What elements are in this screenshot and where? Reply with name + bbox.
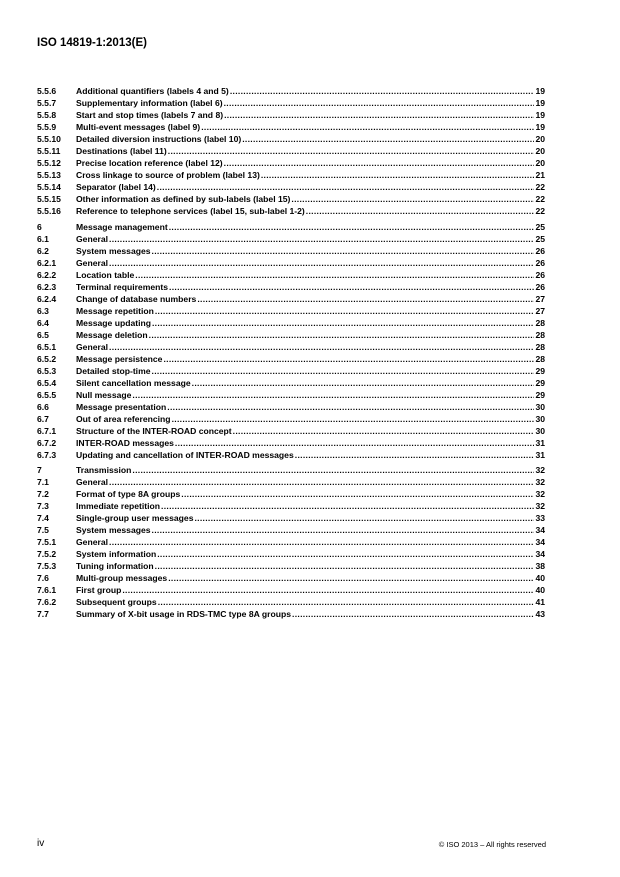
toc-dot-leader [295,450,535,460]
toc-dot-leader [135,270,534,280]
toc-entry-page: 28 [535,341,545,352]
toc-dot-leader [149,330,535,340]
toc-entry[interactable] [37,182,545,194]
toc-entry-number: 6.6 [37,401,49,412]
toc-entry[interactable] [37,390,545,402]
toc-dot-leader [192,378,535,388]
toc-entry-title: Multi-event messages (label 9) [76,122,201,132]
toc-entry-page: 40 [535,585,545,596]
toc-dot-leader [152,246,535,256]
toc-dot-leader [194,513,534,523]
toc-entry-number: 6.5.3 [37,365,57,376]
toc-entry[interactable] [37,597,545,609]
toc-entry-page: 28 [535,329,545,340]
toc-entry-number: 6.2.1 [37,257,57,268]
toc-entry-page: 30 [535,413,545,424]
toc-entry-number: 7.6 [37,573,49,584]
toc-dot-leader [161,501,534,511]
toc-entry-number: 5.5.6 [37,86,57,96]
toc-entry[interactable] [37,354,545,366]
toc-entry-number: 5.5.16 [37,206,61,216]
toc-section [37,86,545,218]
toc-dot-leader [230,86,535,96]
toc-dot-leader [181,489,534,499]
toc-entry-title: General [76,257,109,268]
toc-entry[interactable] [37,426,545,438]
toc-entry-title: Supplementary information (label 6) [76,98,223,108]
toc-entry-page: 25 [535,233,545,244]
toc-entry[interactable] [37,134,545,146]
toc-entry[interactable] [37,501,545,513]
toc-entry[interactable] [37,537,545,549]
toc-entry-title: Separator (label 14) [76,182,156,192]
toc-entry-number: 7.5.1 [37,537,57,548]
toc-entry-page: 41 [535,597,545,608]
toc-entry-title: General [76,233,109,244]
toc-entry-title: Detailed stop-time [76,365,151,376]
toc-entry-number: 6.1 [37,233,49,244]
toc-entry[interactable] [37,330,545,342]
toc-entry-title: Summary of X-bit usage in RDS-TMC type 8A groups [76,609,292,620]
toc-entry-number: 7.6.2 [37,597,57,608]
toc-entry-page: 27 [535,293,545,304]
toc-dot-leader [261,170,535,180]
toc-dot-leader [109,342,534,352]
toc-entry[interactable] [37,170,545,182]
toc-entry-title: General [76,477,109,488]
toc-entry-number: 5.5.11 [37,146,61,156]
toc-entry-title: Precise location reference (label 12) [76,158,223,168]
toc-entry-title: Message management [76,221,168,232]
toc-entry-page: 19 [535,122,545,132]
toc-entry-page: 20 [535,134,545,144]
toc-dot-leader [168,146,535,156]
toc-entry-page: 26 [535,245,545,256]
toc-entry-number: 6.4 [37,317,49,328]
toc-dot-leader [132,390,534,400]
toc-entry-number: 6.5 [37,329,49,340]
toc-entry-number: 6.5.1 [37,341,57,352]
toc-dot-leader [172,414,535,424]
toc-entry-title: Updating and cancellation of INTER-ROAD messages [76,449,294,460]
toc-entry-page: 27 [535,305,545,316]
toc-entry-page: 20 [535,146,545,156]
toc-entry[interactable] [37,234,545,246]
toc-entry-number: 7.3 [37,501,49,512]
toc-dot-leader [157,182,535,192]
toc-entry-title: Message repetition [76,305,154,316]
toc-entry[interactable] [37,549,545,561]
toc-entry-number: 5.5.14 [37,182,61,192]
toc-dot-leader [292,609,534,619]
toc-dot-leader [152,318,534,328]
toc-entry[interactable] [37,258,545,270]
toc-entry-number: 6 [37,221,42,232]
toc-entry-page: 34 [535,537,545,548]
toc-entry-page: 25 [535,221,545,232]
toc-entry-page: 40 [535,573,545,584]
toc-dot-leader [169,282,534,292]
toc-section [37,222,545,462]
toc-entry[interactable] [37,525,545,537]
toc-entry-title: Multi-group messages [76,573,168,584]
toc-dot-leader [122,585,534,595]
toc-entry-page: 30 [535,401,545,412]
toc-entry-title: Null message [76,389,132,400]
toc-entry-number: 5.5.10 [37,134,61,144]
toc-entry-page: 19 [535,98,545,108]
toc-entry-title: Format of type 8A groups [76,489,181,500]
toc-entry-title: Immediate repetition [76,501,161,512]
toc-entry-page: 22 [535,194,545,204]
toc-entry[interactable] [37,342,545,354]
toc-entry[interactable] [37,246,545,258]
toc-entry-number: 6.2.2 [37,269,57,280]
toc-dot-leader [109,537,534,547]
toc-entry[interactable] [37,110,545,122]
toc-entry-page: 31 [535,449,545,460]
toc-entry-page: 26 [535,257,545,268]
toc-entry-page: 22 [535,206,545,216]
toc-entry-page: 29 [535,377,545,388]
toc-entry[interactable] [37,513,545,525]
toc-entry[interactable] [37,585,545,597]
toc-entry[interactable] [37,294,545,306]
toc-entry-page: 29 [535,389,545,400]
toc-entry-title: Detailed diversion instructions (label 10) [76,134,242,144]
toc-entry-page: 26 [535,269,545,280]
toc-entry[interactable] [37,86,545,98]
toc-entry-number: 6.3 [37,305,49,316]
toc-dot-leader [132,465,534,475]
toc-entry[interactable] [37,378,545,390]
toc-entry-title: Reference to telephone services (label 15, sub-label 1-2) [76,206,305,216]
toc-entry-number: 6.5.5 [37,389,57,400]
toc-entry-number: 7.5.2 [37,549,57,560]
toc-entry-title: Change of database numbers [76,293,197,304]
toc-entry-page: 32 [535,489,545,500]
toc-entry-title: Silent cancellation message [76,377,191,388]
toc-dot-leader [109,234,534,244]
toc-entry-title: General [76,537,109,548]
toc-dot-leader [157,549,534,559]
toc-entry[interactable] [37,477,545,489]
toc-entry-number: 5.5.7 [37,98,57,108]
toc-entry-number: 6.7.3 [37,449,57,460]
toc-entry-page: 19 [535,110,545,120]
toc-dot-leader [201,122,534,132]
toc-entry[interactable] [37,366,545,378]
toc-dot-leader [291,194,534,204]
toc-dot-leader [224,158,535,168]
toc-entry-page: 34 [535,549,545,560]
toc-entry-title: Tuning information [76,561,154,572]
toc-entry-page: 28 [535,317,545,328]
toc-entry-title: Message deletion [76,329,148,340]
toc-entry-page: 19 [535,86,545,96]
toc-entry-title: Structure of the INTER-ROAD concept [76,425,232,436]
toc-entry-page: 32 [535,477,545,488]
toc-entry-page: 29 [535,365,545,376]
document-header: ISO 14819-1:2013(E) [37,37,147,49]
toc-entry-number: 5.5.9 [37,122,57,132]
toc-dot-leader [197,294,534,304]
toc-entry-title: Message presentation [76,401,167,412]
toc-entry-number: 5.5.8 [37,110,57,120]
toc-entry-page: 21 [535,170,545,180]
toc-entry[interactable] [37,222,545,234]
toc-entry[interactable] [37,158,545,170]
toc-entry[interactable] [37,146,545,158]
copyright-notice: © ISO 2013 – All rights reserved [438,840,546,849]
toc-entry-page: 22 [535,182,545,192]
toc-entry-number: 7.4 [37,513,49,524]
toc-entry-title: First group [76,585,122,596]
toc-entry-number: 6.2 [37,245,49,256]
toc-entry-number: 6.5.2 [37,353,57,364]
toc-section [37,465,545,621]
toc-entry-title: System information [76,549,157,560]
toc-entry-number: 6.2.3 [37,281,57,292]
toc-entry-number: 6.7 [37,413,49,424]
toc-entry[interactable] [37,402,545,414]
toc-entry-number: 6.7.1 [37,425,57,436]
toc-entry-number: 6.5.4 [37,377,57,388]
toc-entry[interactable] [37,122,545,134]
toc-entry-number: 6.7.2 [37,437,57,448]
toc-entry-number: 7.7 [37,609,49,620]
toc-entry[interactable] [37,282,545,294]
toc-entry-title: System messages [76,525,151,536]
toc-entry-number: 7.5.3 [37,561,57,572]
toc-entry[interactable] [37,609,545,621]
toc-entry-number: 7.6.1 [37,585,57,596]
toc-entry-page: 31 [535,437,545,448]
table-of-contents [37,86,545,625]
toc-entry[interactable] [37,465,545,477]
toc-dot-leader [152,525,535,535]
toc-entry-title: Other information as defined by sub-labels (label 15) [76,194,291,204]
toc-entry-title: Transmission [76,465,132,476]
toc-entry-title: Message updating [76,317,151,328]
toc-entry-number: 7.5 [37,525,49,536]
toc-entry-page: 28 [535,353,545,364]
toc-entry-title: Additional quantifiers (labels 4 and 5) [76,86,229,96]
toc-entry[interactable] [37,489,545,501]
toc-dot-leader [109,258,534,268]
toc-dot-leader [167,402,534,412]
toc-entry-number: 7.2 [37,489,49,500]
toc-entry-title: Message persistence [76,353,163,364]
toc-entry-page: 34 [535,525,545,536]
toc-dot-leader [242,134,534,144]
toc-entry-page: 38 [535,561,545,572]
toc-entry-title: Cross linkage to source of problem (label 13) [76,170,260,180]
toc-entry-number: 5.5.15 [37,194,61,204]
toc-entry-title: Single-group user messages [76,513,194,524]
toc-entry-title: Start and stop times (labels 7 and 8) [76,110,224,120]
toc-entry-title: INTER-ROAD messages [76,437,174,448]
toc-dot-leader [306,206,535,216]
toc-entry-page: 32 [535,501,545,512]
toc-entry[interactable] [37,270,545,282]
toc-dot-leader [169,222,535,232]
toc-entry-number: 5.5.13 [37,170,61,180]
toc-entry[interactable] [37,450,545,462]
toc-dot-leader [158,597,535,607]
toc-entry[interactable] [37,98,545,110]
toc-dot-leader [152,366,535,376]
toc-entry[interactable] [37,306,545,318]
toc-entry-page: 33 [535,513,545,524]
toc-entry[interactable] [37,561,545,573]
toc-entry[interactable] [37,438,545,450]
toc-entry-title: Location table [76,269,135,280]
toc-entry-number: 5.5.12 [37,158,61,168]
toc-dot-leader [155,561,535,571]
toc-entry-title: System messages [76,245,151,256]
toc-entry[interactable] [37,318,545,330]
toc-dot-leader [155,306,535,316]
toc-entry[interactable] [37,573,545,585]
toc-dot-leader [224,110,534,120]
toc-dot-leader [163,354,534,364]
toc-entry-number: 6.2.4 [37,293,57,304]
toc-entry-number: 7 [37,465,42,476]
toc-entry-page: 26 [535,281,545,292]
toc-dot-leader [168,573,534,583]
toc-dot-leader [109,477,534,487]
toc-entry-page: 32 [535,465,545,476]
toc-dot-leader [233,426,535,436]
toc-entry[interactable] [37,206,545,218]
toc-dot-leader [224,98,535,108]
toc-entry-page: 20 [535,158,545,168]
toc-dot-leader [175,438,535,448]
toc-entry-title: Subsequent groups [76,597,157,608]
toc-entry-title: Out of area referencing [76,413,171,424]
toc-entry[interactable] [37,414,545,426]
toc-entry[interactable] [37,194,545,206]
toc-entry-title: Terminal requirements [76,281,169,292]
page-number: iv [37,838,45,849]
toc-entry-number: 7.1 [37,477,49,488]
toc-entry-title: General [76,341,109,352]
toc-entry-title: Destinations (label 11) [76,146,167,156]
toc-entry-page: 43 [535,609,545,620]
toc-entry-page: 30 [535,425,545,436]
